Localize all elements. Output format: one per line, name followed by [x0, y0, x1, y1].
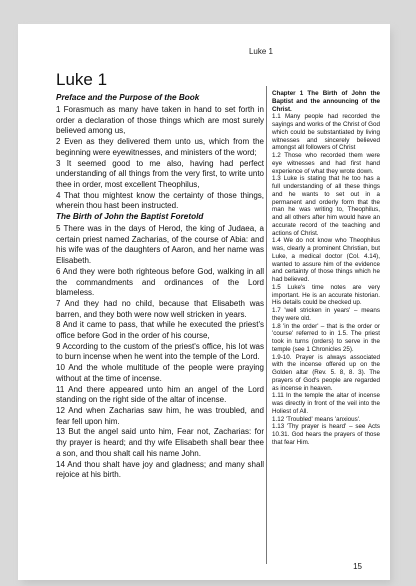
commentary-note: 1.7 'well stricken in years' – means they were old.	[272, 307, 380, 322]
commentary-note: 1.13 'Thy prayer is heard' – see Acts 10.31. God hears the prayers of those that fear Him.	[272, 423, 380, 446]
commentary-note: 1.2 Those who recorded them were eye witnesses and had first hand experience of what they wrote down.	[272, 152, 380, 175]
verse: 7 And they had no child, because that Elisabeth was barren, and they both were now well stricken in years.	[56, 298, 264, 319]
verse: 10 And the whole multitude of the people were praying without at the time of incense.	[56, 363, 264, 383]
verse: 4 That thou mightest know the certainty of those things, wherein thou hast been instructed.	[56, 190, 264, 211]
verse: 13 But the angel said unto him, Fear not, Zacharias: for thy prayer is heard; and thy wife Elisabeth shall bear thee a son, and thou shalt call his name John.	[56, 427, 264, 458]
commentary-note: 1.4 We do not know who Theophilus was, clearly a prominent Christian, but Luke, a medical doctor (Col. 4.14), wanted to assure him of the evidence and certainty of those things which he had believed.	[272, 237, 380, 283]
verse: 12 And when Zacharias saw him, he was troubled, and fear fell upon him.	[56, 405, 264, 426]
verse: 14 And thou shalt have joy and gladness; and many shall rejoice at his birth.	[56, 459, 264, 480]
commentary-note: 1.3 Luke is stating that he too has a full understanding of all these things and he wants to set out in a permanent and orderly form that the man he was writing to, Theophilus, and all others after him would have an accurate record of the teaching and actions of Christ.	[272, 175, 380, 237]
commentary-note: 1.11 In the temple the altar of incense was directly in front of the veil into the Holiest of All.	[272, 392, 380, 415]
verse: 9 According to the custom of the priest's office, his lot was to burn incense when he went into the temple of the Lord.	[56, 341, 264, 362]
commentary-note: 1.1 Many people had recorded the sayings and works of the Christ of God which could be substantiated by living witnesses and sincerely believed amongst all followers of Christ	[272, 113, 380, 152]
running-head: Luke 1	[248, 47, 273, 56]
verse: 1 Forasmuch as many have taken in hand to set forth in order a declaration of those things which are most surely believed among us,	[56, 105, 264, 136]
verse: 11 And there appeared unto him an angel of the Lord standing on the right side of the altar of incense.	[56, 384, 264, 405]
verse: 6 And they were both righteous before God, walking in all the commandments and ordinances of the Lord blameless.	[56, 266, 264, 298]
commentary-note: 1.12 'Troubled' means 'anxious'.	[272, 415, 361, 423]
commentary-column	[272, 90, 380, 447]
verse: 5 There was in the days of Herod, the king of Judaea, a certain priest named Zacharias, of the course of Abia: and his wife was of the daughters of Aaron, and her name was Elisabeth.	[56, 224, 264, 266]
commentary-note: 1.5 Luke's time notes are very important. He is an accurate historian. His details could be checked up.	[272, 283, 380, 307]
column-divider	[266, 86, 267, 564]
main-text-column	[56, 70, 264, 481]
section-heading-preface: Preface and the Purpose of the Book	[56, 93, 200, 102]
page-number: 15	[353, 562, 362, 571]
commentary-title: Chapter 1 The Birth of John the Baptist and the announcing of the Christ.	[272, 90, 380, 113]
book-page	[18, 24, 390, 580]
section-heading-birth-of-john: The Birth of John the Baptist Foretold	[56, 212, 204, 222]
commentary-note: 1.8 'in the order' – that is the order or 'course' referred to in 1.5. The priest took in turns (orders) to serve in the temple (see 1 Chronicles 25).	[272, 322, 380, 353]
verse: 8 And it came to pass, that while he executed the priest's office before God in the order of his course,	[56, 320, 264, 341]
commentary-note: 1.9-10. Prayer is always associated with the incense offered up on the Golden altar (Rev. 5. 8, 8. 3). The prayers of God's people are regarded as incense in heaven.	[272, 353, 380, 392]
verse: 3 It seemed good to me also, having had perfect understanding of all things from the very first, to write unto thee in order, most excellent Theophilus,	[56, 158, 264, 189]
verse: 2 Even as they delivered them unto us, which from the beginning were eyewitnesses, and ministers of the word;	[56, 137, 264, 157]
chapter-title: Luke 1	[56, 70, 108, 89]
